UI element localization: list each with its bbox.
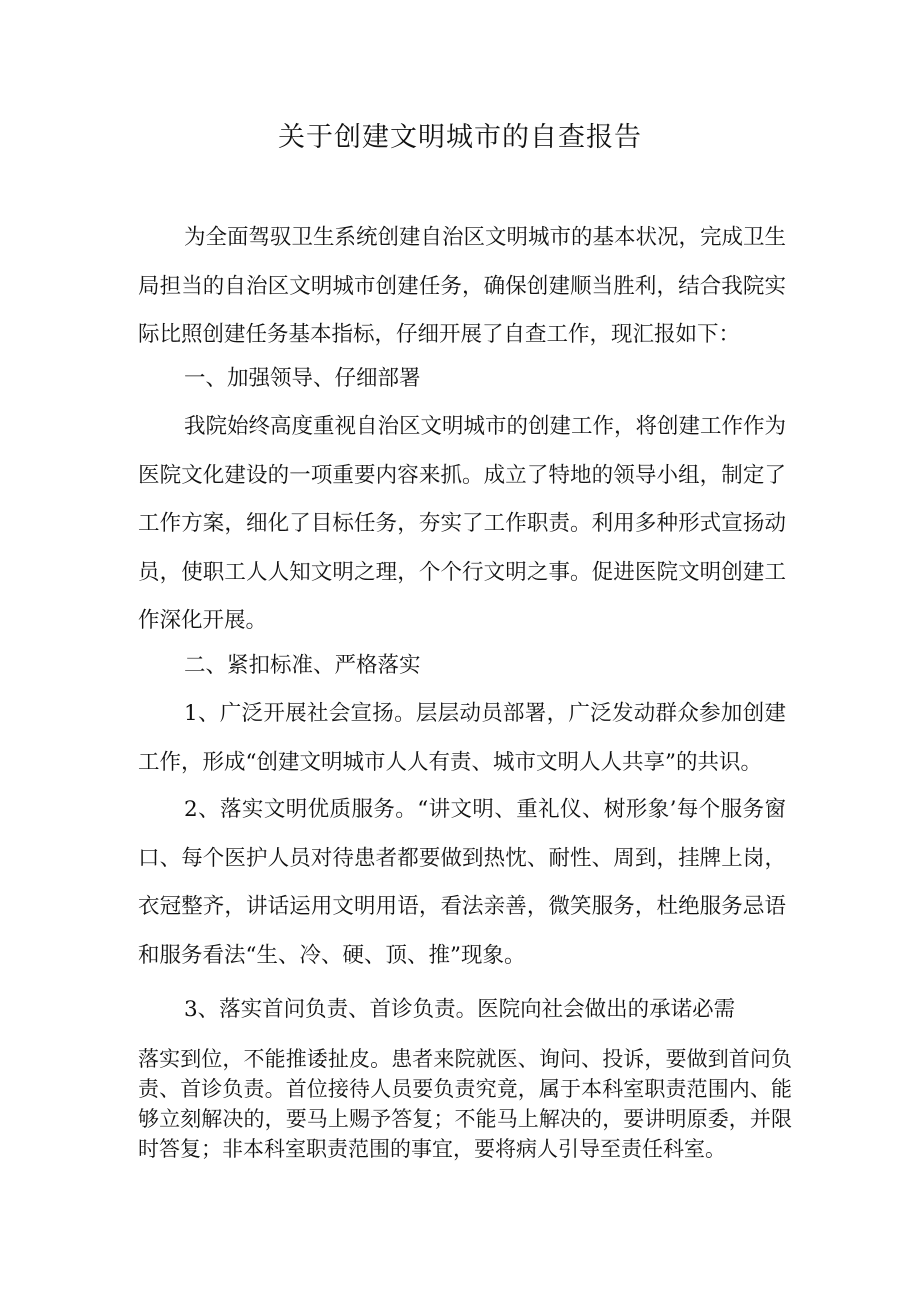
- section-1-body: 我院始终高度重视自治区文明城市的创建工作，将创建工作作为医院文化建设的一项重要内容来抓。成立了特地的领导小组，制定了工作方案，细化了目标任务，夯实了工作职责。利用多种形式宣扬动员，使职工人人知文明之理，个个行文明之事。促进医院文明创建工作深化开展。: [138, 414, 787, 633]
- intro-paragraph: 为全面驾驭卫生系统创建自治区文明城市的基本状况，完成卫生局担当的自治区文明城市创建任务，确保创建顺当胜利，结合我院实际比照创建任务基本指标，仔细开展了自查工作，现汇报如下：: [138, 225, 787, 347]
- item-2-paragraph: 2、落实文明优质服务。“讲文明、重礼仪、树形象’每个服务窗口、每个医护人员对待患者都要做到热忱、耐性、周到，挂牌上岗，衣冠整齐，讲话运用文明用语，看法亲善，微笑服务，杜绝服务忌语和服务看法“生、冷、硬、顶、推”现象。: [138, 797, 786, 968]
- section-2-heading: 二、紧扣标准、严格落实: [184, 653, 421, 678]
- item-1-paragraph: 1、广泛开展社会宣扬。层层动员部署，广泛发动群众参加创建工作，形成“创建文明城市人人有责、城市文明人人共享”的共识。: [138, 701, 786, 775]
- section-1-heading: 一、加强领导、仔细部署: [184, 366, 421, 391]
- document-title: 关于创建文明城市的自查报告: [278, 122, 642, 153]
- item-3-first-line: 3、落实首问负责、首诊负责。医院向社会做出的承诺必需: [184, 997, 736, 1022]
- item-3-continuation: 落实到位，不能推诿扯皮。患者来院就医、询问、投诉，要做到首问负责、首诊负责。首位接待人员要负责究竟，属于本科室职责范围内、能够立刻解决的，要马上赐予答复；不能马上解决的，要讲明原委，并限时答复；非本科室职责范围的事宜，要将病人引导至责任科室。: [138, 1047, 792, 1161]
